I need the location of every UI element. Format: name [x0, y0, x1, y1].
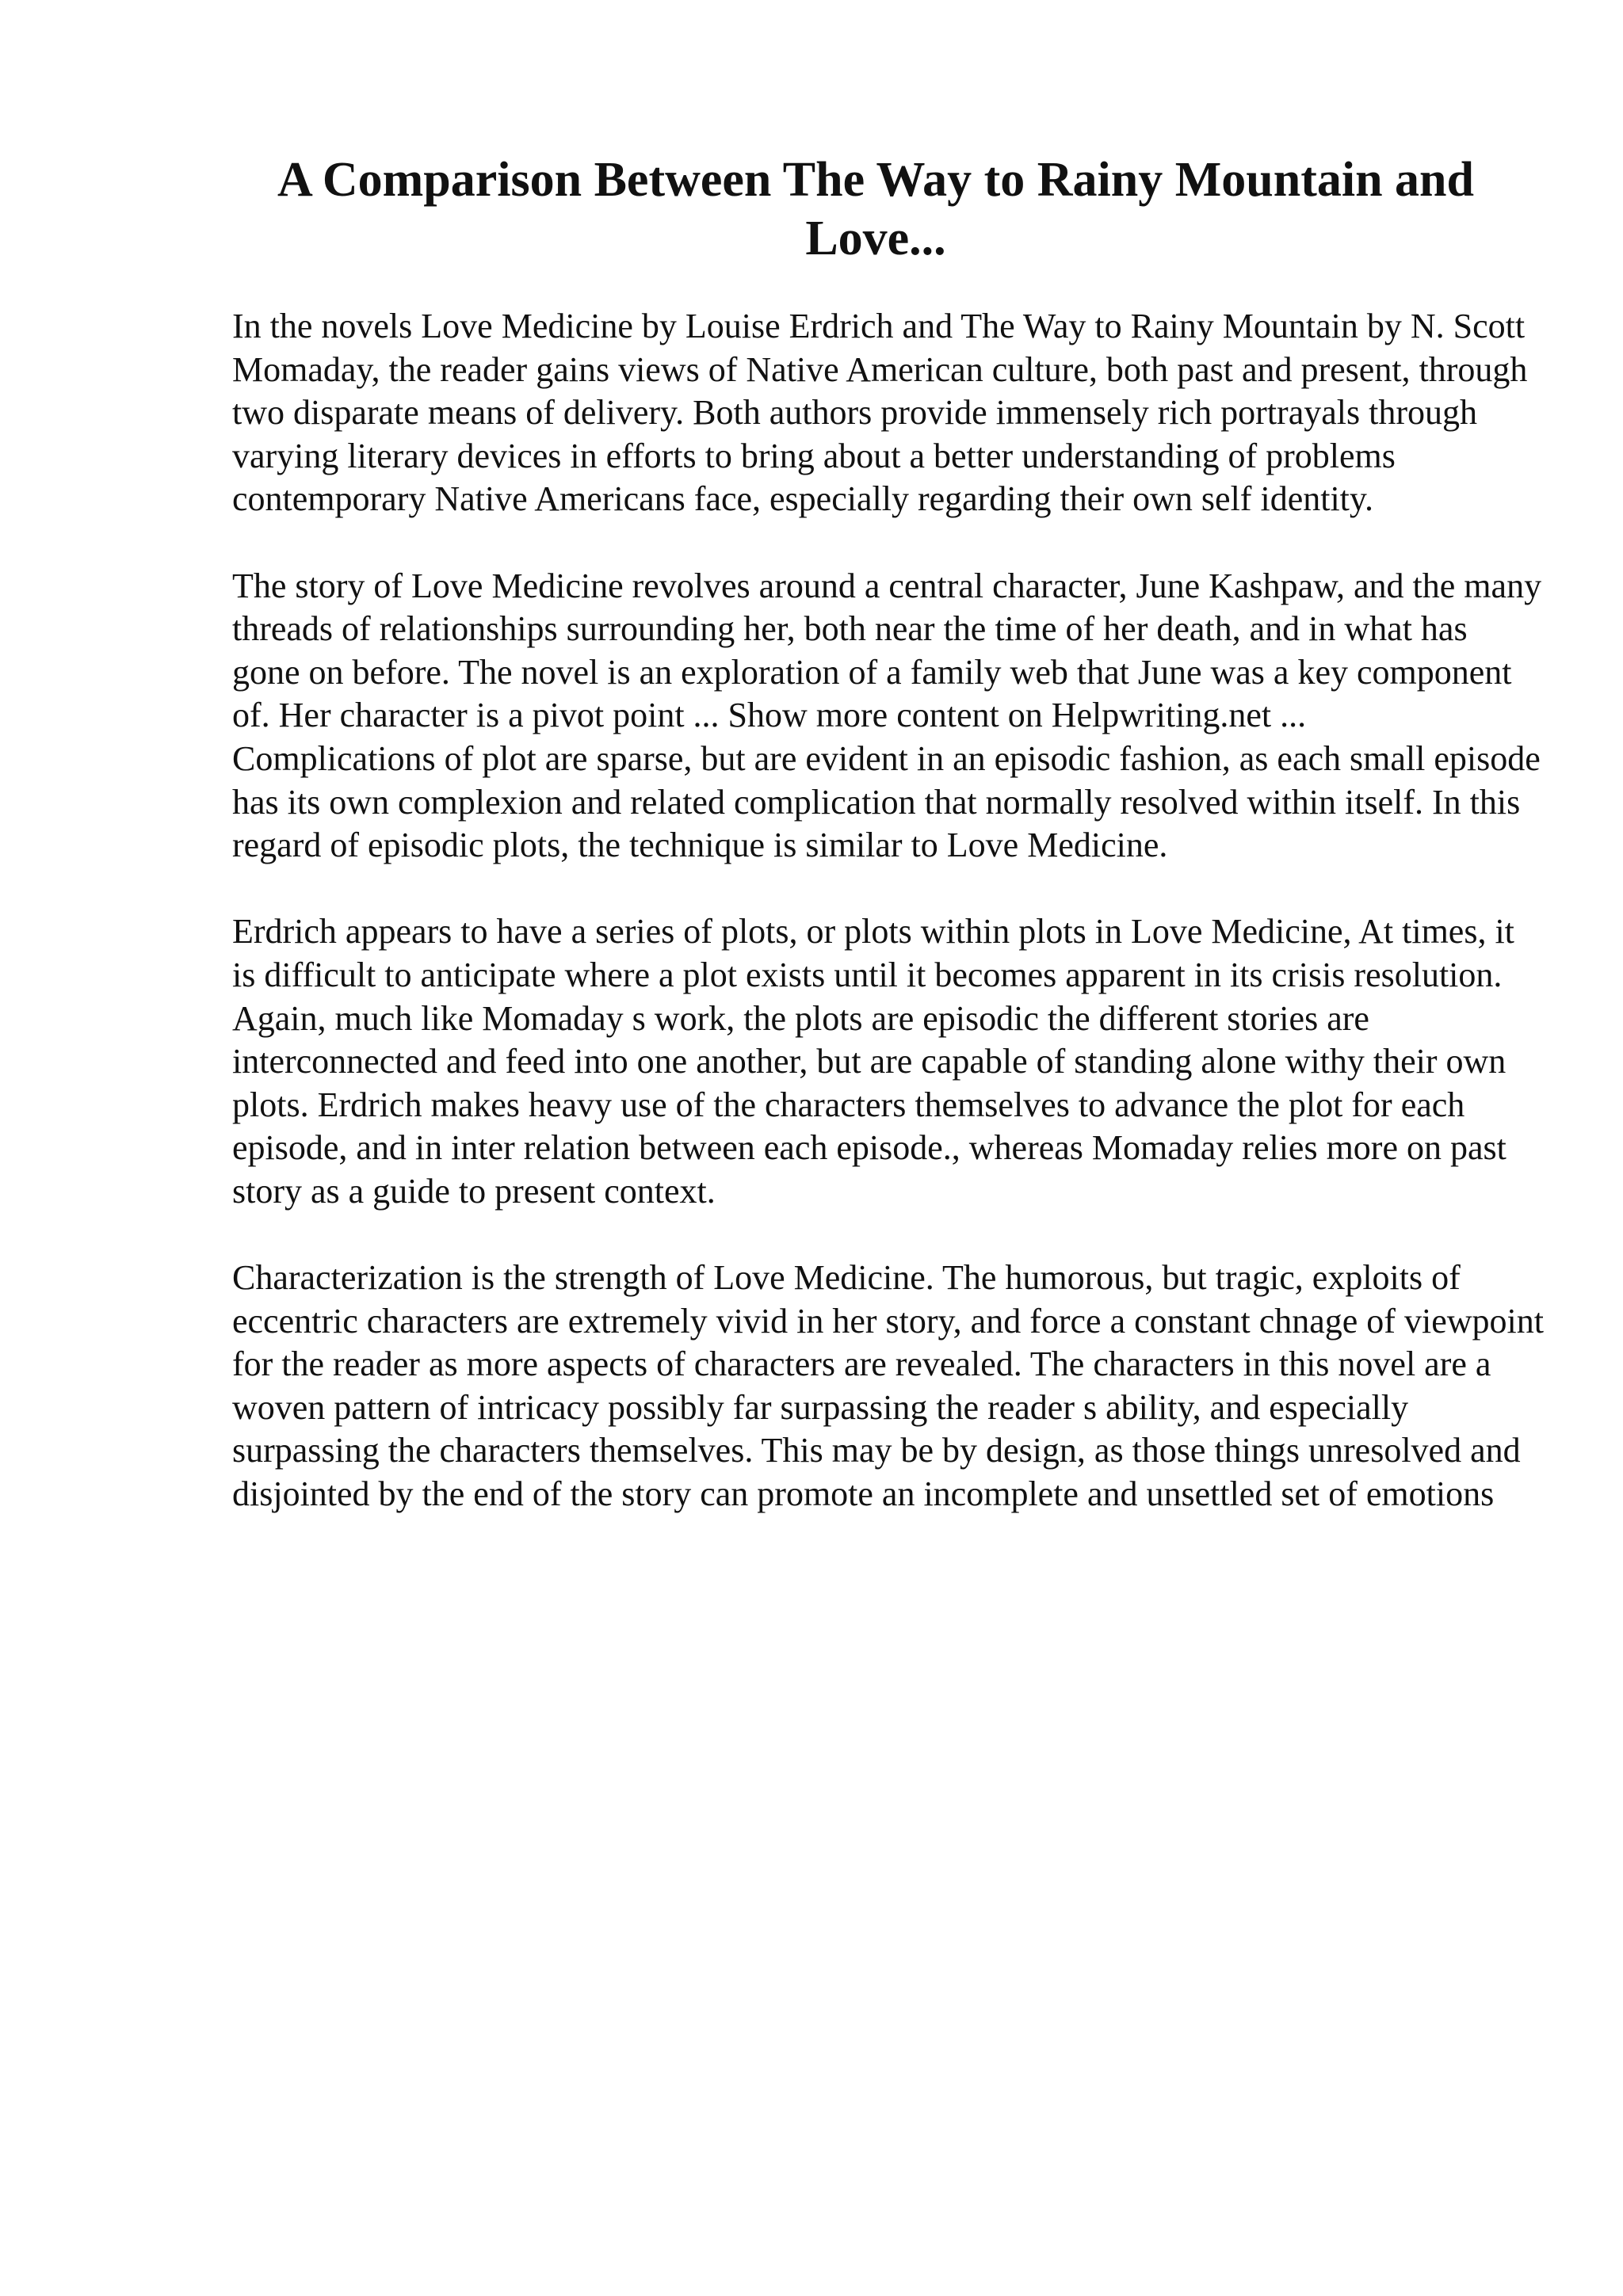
paragraph-story: The story of Love Medicine revolves around a central character, June Kashpaw, and the many threads of relationships surrounding her, both near the time of her death, and in what has gone on before. The novel is an exploration of a family web that June was a key component of. Her character is a pivot point ... Show more content on Helpwriting.net ... [232, 566, 1542, 735]
paragraph-spacer [232, 1213, 1544, 1257]
paragraph-intro: In the novels Love Medicine by Louise Erdrich and The Way to Rainy Mountain by N. Scott Momaday, the reader gains views of Native American culture, both past and present, through two disparate means of delivery. Both authors provide immensely rich portrayals through varying literary devices in efforts to bring about a better understanding of problems contemporary Native Americans face, especially regarding their own self identity. [232, 307, 1528, 519]
document-title: A Comparison Between The Way to Rainy Mountain and Love... [277, 153, 1475, 265]
paragraph-spacer [232, 868, 1544, 911]
document-body [232, 305, 1544, 1516]
paragraph-characterization: Characterization is the strength of Love Medicine. The humorous, but tragic, exploits of eccentric characters are extremely vivid in her story, and force a constant chnage of viewpoint for the reader as more aspects of characters are revealed. The characters in this novel are a woven pattern of intricacy possibly far surpassing the reader s ability, and especially surpassing the characters themselves. This may be by design, as those things unresolved and disjointed by the end of the story can promote an incomplete and unsettled set of emotions [232, 1258, 1544, 1514]
paragraph-complications: Complications of plot are sparse, but are evident in an episodic fashion, as each small episode has its own complexion and related complication that normally resolved within itself. In this regard of episodic plots, the technique is similar to Love Medicine. [232, 738, 1541, 865]
paragraph-spacer [232, 521, 1544, 565]
paragraph-plots: Erdrich appears to have a series of plots, or plots within plots in Love Medicine, At times, it is difficult to anticipate where a plot exists until it becomes apparent in its crisis resolution. Again, much like Momaday s work, the plots are episodic the different stories are interconnected and feed into one another, but are capable of standing alone withy their own plots. Erdrich makes heavy use of the characters themselves to advance the plot for each episode, and in inter relation between each episode., whereas Momaday relies more on past story as a guide to present context. [232, 912, 1514, 1211]
